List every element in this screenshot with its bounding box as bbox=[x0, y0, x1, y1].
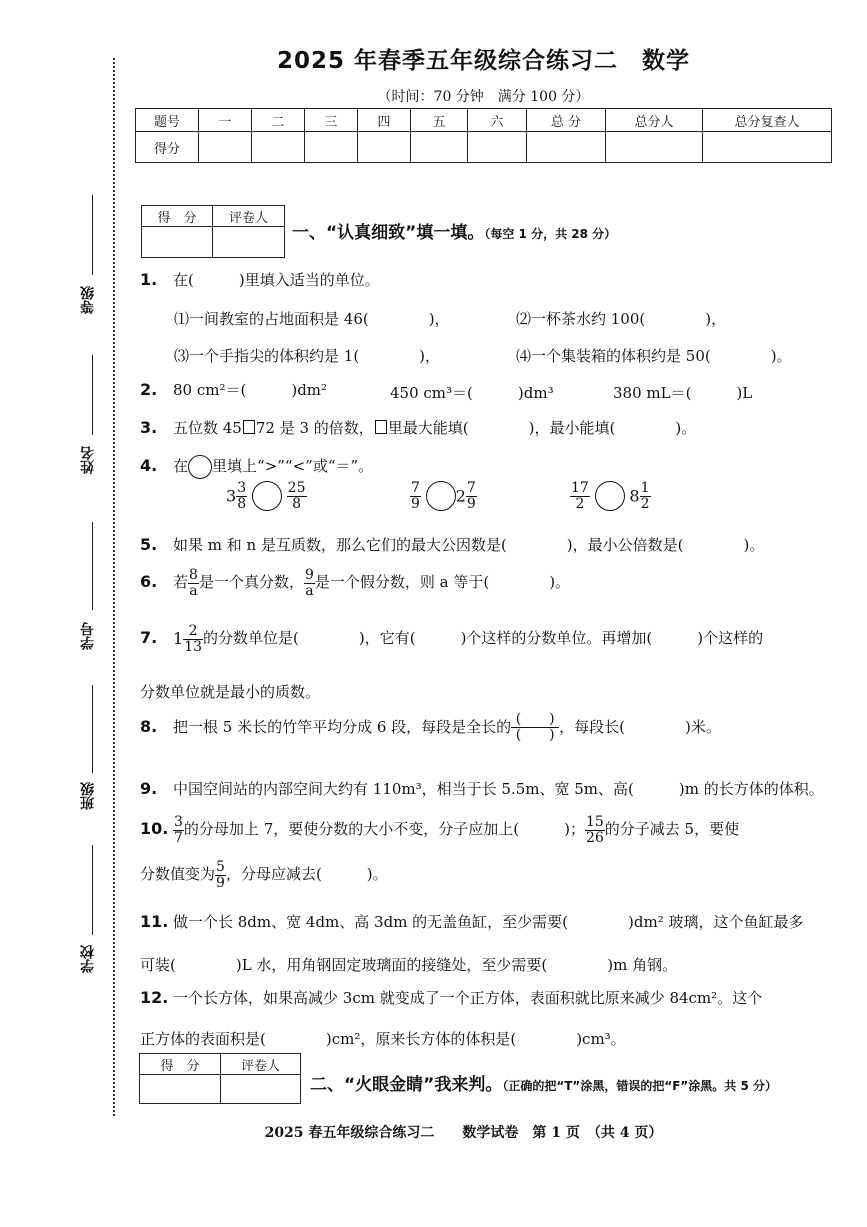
binding-dotted-line bbox=[113, 58, 115, 1116]
score-table-cell: 一 bbox=[199, 109, 252, 132]
section-2-note: （正确的把“T”涂黑，错误的把“F”涂黑。共 5 分） bbox=[502, 1079, 777, 1093]
score-input-cell[interactable] bbox=[305, 132, 358, 163]
name-blank[interactable] bbox=[92, 355, 93, 435]
grader-name-label: 评卷人 bbox=[213, 206, 285, 227]
q10-text-d: ，分母应减去( )。 bbox=[225, 865, 388, 884]
mixed-integer: 2 bbox=[455, 486, 466, 506]
fraction: $\frac{17}{2}$ bbox=[571, 480, 589, 512]
fraction: $\frac{3}{7}$ bbox=[174, 814, 183, 846]
question-number: 11. bbox=[140, 912, 169, 931]
score-input-cell[interactable] bbox=[411, 132, 468, 163]
grader-box bbox=[141, 205, 285, 258]
q1-part-1: ⑴一间教室的占地面积是 46( )， bbox=[174, 310, 450, 328]
score-input-cell[interactable] bbox=[358, 132, 411, 163]
score-table-header-row bbox=[136, 109, 832, 132]
q3-text-b: 72 是 3 的倍数， bbox=[255, 419, 374, 437]
score-input-cell[interactable] bbox=[527, 132, 606, 163]
section-2-heading bbox=[310, 1070, 777, 1095]
q10-text-c: 分数值变为 bbox=[140, 865, 216, 884]
q10-text-a: 的分母加上 7，要使分数的大小不变，分子应加上( )； bbox=[183, 820, 585, 839]
circle-icon bbox=[188, 455, 212, 479]
question-10 bbox=[140, 815, 739, 845]
question-6 bbox=[140, 568, 570, 598]
grader-score-label: 得 分 bbox=[140, 1054, 221, 1075]
question-number: 5. bbox=[140, 535, 158, 554]
question-number: 6. bbox=[140, 572, 158, 592]
question-5 bbox=[140, 537, 764, 553]
q12-text-b: 正方体的表面积是( )cm²，原来长方体的体积是( )cm³。 bbox=[140, 1030, 626, 1048]
question-number: 7. bbox=[140, 628, 158, 648]
score-input-cell[interactable] bbox=[703, 132, 832, 163]
score-table-cell: 总分复查人 bbox=[703, 109, 832, 132]
grader-score-cell[interactable] bbox=[140, 1075, 221, 1104]
fraction: $\frac{2}{13}$ bbox=[184, 623, 203, 655]
q1-part-2: ⑵一杯茶水约 100( )， bbox=[516, 310, 727, 328]
fraction: $\frac{7}{9}$ bbox=[466, 480, 476, 512]
student-id-blank[interactable] bbox=[92, 522, 93, 610]
score-input-cell[interactable] bbox=[468, 132, 527, 163]
question-number: 3. bbox=[140, 418, 158, 437]
score-table-cell: 总 分 bbox=[527, 109, 606, 132]
q2-part-2: 450 cm³＝( )dm³ bbox=[390, 384, 554, 402]
q4-compare-1 bbox=[226, 481, 307, 511]
sidebar-label-grade: 等级 bbox=[80, 286, 96, 314]
question-text: 在( )里填入适当的单位。 bbox=[173, 271, 380, 289]
question-4 bbox=[140, 455, 373, 479]
score-table-score-row bbox=[136, 132, 832, 163]
question-number: 9. bbox=[140, 779, 158, 798]
question-1 bbox=[140, 272, 380, 288]
score-table-cell: 五 bbox=[411, 109, 468, 132]
section-1-heading bbox=[292, 218, 616, 243]
q7-text-b: 分数单位就是最小的质数。 bbox=[140, 683, 321, 701]
score-table bbox=[135, 108, 832, 163]
score-input-cell[interactable] bbox=[252, 132, 305, 163]
section-1-title: 一、“认真细致”填一填。 bbox=[292, 223, 485, 243]
question-number: 4. bbox=[140, 456, 158, 475]
score-input-cell[interactable] bbox=[606, 132, 703, 163]
question-number: 2. bbox=[140, 380, 158, 399]
mixed-integer: 8 bbox=[629, 486, 640, 506]
fraction: $\frac{9}{a}$ bbox=[304, 567, 314, 599]
q11-text-a: 做一个长 8dm、宽 4dm、高 3dm 的无盖鱼缸，至少需要( )dm² 玻璃，这个鱼缸最多 bbox=[173, 913, 804, 931]
fraction: $\frac{7}{9}$ bbox=[411, 480, 420, 512]
question-2 bbox=[140, 382, 327, 398]
exam-time-info: （时间：70 分钟 满分 100 分） bbox=[377, 89, 590, 105]
q8-text-a: 把一根 5 米长的竹竿平均分成 6 段，每段是全长的 bbox=[173, 717, 512, 736]
q2-part-3: 380 mL＝( )L bbox=[613, 384, 753, 402]
q6-text-a: 若 bbox=[173, 573, 189, 592]
q10-line-2 bbox=[140, 860, 388, 890]
compare-circle[interactable] bbox=[252, 481, 282, 511]
sidebar-label-name: 姓名 bbox=[80, 446, 96, 474]
question-8 bbox=[140, 712, 721, 744]
score-table-cell: 总分人 bbox=[606, 109, 703, 132]
page-footer: 2025 春五年级综合练习二 数学试卷 第 1 页 （共 4 页） bbox=[264, 1125, 663, 1141]
score-table-cell: 题号 bbox=[136, 109, 199, 132]
sidebar-label-student-id: 学号 bbox=[80, 622, 96, 650]
q12-text-a: 一个长方体，如果高减少 3cm 就变成了一个正方体，表面积就比原来减少 84cm²。这个 bbox=[173, 989, 763, 1007]
grader-name-cell[interactable] bbox=[221, 1075, 301, 1104]
grader-name-label: 评卷人 bbox=[221, 1054, 301, 1075]
question-11 bbox=[140, 914, 804, 930]
q4-compare-2 bbox=[410, 481, 477, 511]
q7-text-a: 的分数单位是( )，它有( )个这样的分数单位。再增加( )个这样的 bbox=[203, 629, 764, 648]
question-text: 中国空间站的内部空间大约有 110m³，相当于长 5.5m、宽 5m、高( )m 的长方体的体积。 bbox=[173, 780, 824, 798]
score-table-cell: 得分 bbox=[136, 132, 199, 163]
section-2-title: 二、“火眼金睛”我来判。 bbox=[310, 1075, 503, 1095]
sidebar-label-school: 学校 bbox=[80, 945, 96, 973]
compare-circle[interactable] bbox=[426, 481, 456, 511]
mixed-integer: 3 bbox=[226, 486, 237, 506]
school-blank[interactable] bbox=[92, 845, 93, 935]
grade-blank[interactable] bbox=[92, 195, 93, 275]
q11-text-b: 可装( )L 水，用角钢固定玻璃面的接缝处，至少需要( )m 角钢。 bbox=[140, 956, 678, 974]
q4-text-a: 在 bbox=[173, 457, 189, 475]
class-blank[interactable] bbox=[92, 685, 93, 773]
q1-part-3: ⑶一个手指尖的体积约是 1( )， bbox=[174, 347, 441, 365]
question-number: 10. bbox=[140, 819, 169, 839]
square-box-icon bbox=[243, 420, 255, 434]
question-3 bbox=[140, 420, 696, 436]
section-1-note: （每空 1 分，共 28 分） bbox=[484, 227, 617, 241]
fraction: $\frac{3}{8}$ bbox=[237, 480, 247, 512]
question-number: 8. bbox=[140, 716, 158, 736]
grader-score-label: 得 分 bbox=[142, 206, 213, 227]
question-number: 1. bbox=[140, 270, 158, 289]
q2-part-1: 80 cm²＝( )dm² bbox=[173, 381, 328, 399]
fraction: $\frac{1}{2}$ bbox=[640, 480, 650, 512]
question-text: 如果 m 和 n 是互质数，那么它们的最大公因数是( )，最小公倍数是( )。 bbox=[173, 536, 765, 554]
score-table-cell: 二 bbox=[252, 109, 305, 132]
q8-text-b: ，每段长( )米。 bbox=[559, 717, 721, 736]
score-table-cell: 四 bbox=[358, 109, 411, 132]
fraction: $\frac{15}{26}$ bbox=[585, 814, 604, 846]
square-box-icon bbox=[375, 420, 387, 434]
question-9 bbox=[140, 781, 824, 797]
question-7 bbox=[140, 624, 763, 654]
fraction: $\frac{5}{9}$ bbox=[216, 859, 225, 891]
q3-text-c: 里最大能填( )，最小能填( )。 bbox=[387, 419, 697, 437]
q6-text-b: 是一个真分数， bbox=[198, 573, 304, 592]
q4-text-b: 里填上“>”“<”或“＝”。 bbox=[212, 457, 374, 475]
score-input-cell[interactable] bbox=[199, 132, 252, 163]
grader-name-cell[interactable] bbox=[213, 227, 285, 258]
grader-score-cell[interactable] bbox=[142, 227, 213, 258]
q1-part-4: ⑷一个集装箱的体积约是 50( )。 bbox=[516, 347, 792, 365]
fraction: $\frac{25}{8}$ bbox=[287, 480, 306, 512]
question-number: 12. bbox=[140, 988, 169, 1007]
sidebar-label-class: 班级 bbox=[80, 782, 96, 810]
fraction: $\frac{8}{a}$ bbox=[189, 567, 198, 599]
q3-text-a: 五位数 45 bbox=[173, 419, 242, 437]
page-title: 2025 年春季五年级综合练习二 数学 bbox=[276, 48, 691, 74]
q10-text-b: 的分子减去 5，要使 bbox=[604, 820, 740, 839]
mixed-integer: 1 bbox=[173, 629, 184, 649]
q6-text-c: 是一个假分数，则 a 等于( )。 bbox=[314, 573, 571, 592]
compare-circle[interactable] bbox=[595, 481, 625, 511]
q4-compare-3 bbox=[570, 481, 651, 511]
question-12 bbox=[140, 990, 762, 1006]
score-table-cell: 六 bbox=[468, 109, 527, 132]
score-table-cell: 三 bbox=[305, 109, 358, 132]
fraction-blank[interactable]: $\frac{( )}{( )}$ bbox=[511, 712, 559, 744]
grader-box bbox=[139, 1053, 301, 1104]
